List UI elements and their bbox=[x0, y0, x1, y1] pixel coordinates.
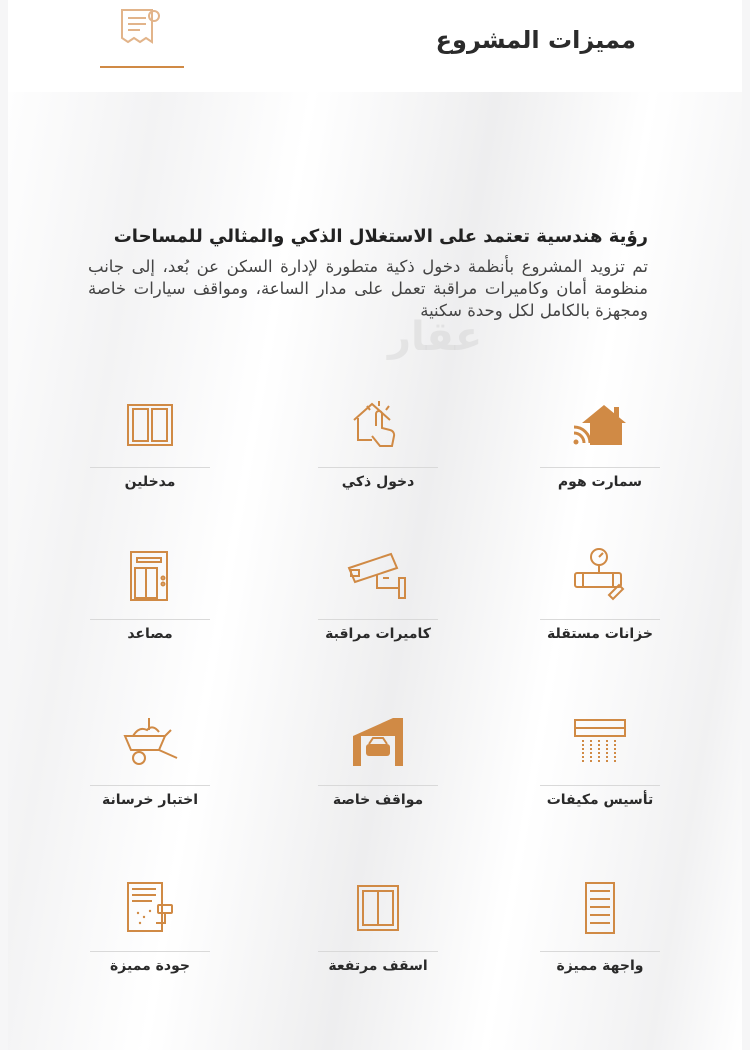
feature-label: خزانات مستقلة bbox=[547, 626, 653, 642]
feature-elevators bbox=[90, 546, 210, 656]
feature-divider bbox=[318, 467, 438, 468]
security-camera-icon bbox=[343, 548, 413, 604]
smart-entry-icon bbox=[346, 396, 410, 452]
feature-divider bbox=[540, 951, 660, 952]
feature-divider bbox=[318, 619, 438, 620]
feature-label: مدخلين bbox=[124, 474, 176, 490]
intro-headline: رؤية هندسية تعتمد على الاستغلال الذكي والمثالي للمساحات bbox=[113, 226, 648, 247]
feature-independent-tanks bbox=[540, 546, 660, 656]
feature-private-parking bbox=[318, 712, 438, 822]
feature-smart-home bbox=[540, 394, 660, 504]
feature-label: مصاعد bbox=[127, 626, 173, 642]
intro-body: تم تزويد المشروع بأنظمة دخول ذكية متطورة لإدارة السكن عن بُعد، إلى جانب منظومة أمان وكاميرات مراقبة تعمل على مدار الساعة، ومواقف سيارات خاصة ومجهزة بالكامل لكل وحدة سكنية bbox=[88, 257, 648, 320]
feature-cctv bbox=[318, 546, 438, 656]
water-meter-icon bbox=[565, 545, 635, 607]
feature-divider bbox=[90, 951, 210, 952]
feature-divider bbox=[540, 619, 660, 620]
feature-label: سمارت هوم bbox=[557, 474, 643, 490]
watermark-text: عقار bbox=[388, 314, 483, 360]
wheelbarrow-icon bbox=[115, 714, 185, 770]
feature-smart-entry bbox=[318, 394, 438, 504]
feature-divider bbox=[318, 951, 438, 952]
feature-label: اختبار خرسانة bbox=[101, 792, 199, 808]
feature-double-entrance bbox=[90, 394, 210, 504]
title-underline bbox=[100, 66, 184, 68]
feature-divider bbox=[90, 619, 210, 620]
double-door-icon bbox=[122, 399, 178, 449]
feature-label: دخول ذكي bbox=[341, 474, 415, 490]
feature-label: مواقف خاصة bbox=[332, 792, 424, 808]
feature-label: جودة مميزة bbox=[110, 958, 190, 974]
feature-divider bbox=[318, 785, 438, 786]
smart-home-icon bbox=[568, 399, 632, 449]
feature-concrete-test bbox=[90, 712, 210, 822]
building-facade-icon bbox=[578, 879, 622, 937]
brochure-page bbox=[8, 0, 742, 1050]
feature-divider bbox=[540, 467, 660, 468]
feature-divider bbox=[90, 467, 210, 468]
paint-roller-icon bbox=[122, 879, 178, 937]
feature-label: اسقف مرتفعة bbox=[328, 958, 428, 974]
feature-divider bbox=[540, 785, 660, 786]
page-title: مميزات المشروع bbox=[435, 26, 636, 54]
high-ceiling-icon bbox=[353, 882, 403, 934]
elevator-icon bbox=[125, 548, 175, 604]
header-bar bbox=[8, 0, 742, 92]
feature-label: كاميرات مراقبة bbox=[325, 626, 431, 642]
air-conditioner-icon bbox=[569, 714, 631, 770]
feature-ac-ready bbox=[540, 712, 660, 822]
feature-distinctive-facade bbox=[540, 878, 660, 988]
feature-label: تأسيس مكيفات bbox=[546, 792, 654, 808]
garage-car-icon bbox=[347, 714, 409, 770]
feature-divider bbox=[90, 785, 210, 786]
feature-high-ceilings bbox=[318, 878, 438, 988]
feature-label: واجهة مميزة bbox=[556, 958, 644, 974]
feature-premium-quality bbox=[90, 878, 210, 988]
document-icon bbox=[106, 4, 170, 56]
